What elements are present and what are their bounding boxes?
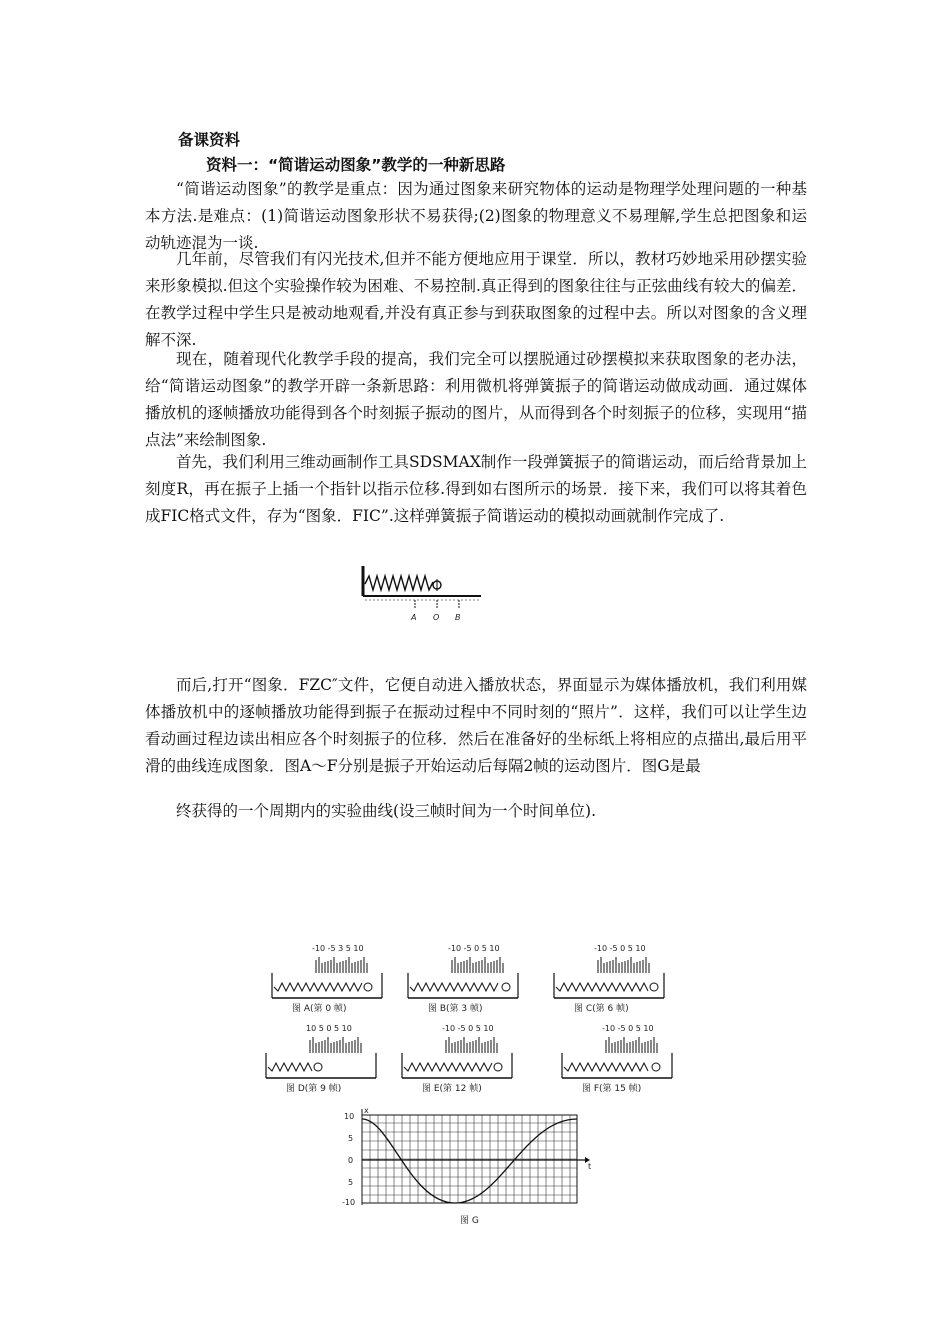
y-tick-label: 0 xyxy=(348,1156,354,1165)
article-title: 资料一：“简谐运动图象”教学的一种新思路 xyxy=(206,156,506,174)
panel-caption: 图 D(第 9 帧) xyxy=(286,1084,342,1094)
frame-panel xyxy=(272,944,382,1014)
paragraph-4: 首先，我们利用三维动画制作工具SDSMAX制作一段弹簧振子的简谐运动，而后给背景加上刻度R，再在振子上插一个指针以指示位移.得到如右图所示的场景．接下来，我们可以将其着色成FIC格式文件，存为“图象．FIC”.这样弹簧振子简谐运动的模拟动画就制作完成了. xyxy=(145,453,807,525)
frame-panel xyxy=(266,1024,376,1094)
paragraph-6: 终获得的一个周期内的实验曲线(设三帧时间为一个时间单位). xyxy=(176,802,597,820)
scale-label: -10 -5 3 5 10 xyxy=(312,944,364,953)
oscillation-frames-figure xyxy=(260,935,690,1105)
panel-caption: 图 A(第 0 帧) xyxy=(292,1004,347,1014)
scale-label: -10 -5 0 5 10 xyxy=(442,1024,494,1033)
paragraph-1: “简谐运动图象”的教学是重点：因为通过图象来研究物体的运动是物理学处理问题的一种基本方法.是难点：(1)简谐运动图象形状不易获得;(2)图象的物理意义不易理解,学生总把图象和运动轨迹混为一谈. xyxy=(145,180,807,252)
y-axis-label: x xyxy=(364,1106,369,1115)
panel-caption: 图 B(第 3 帧) xyxy=(428,1004,483,1014)
frame-panel xyxy=(402,1024,512,1094)
frame-panel xyxy=(554,944,664,1014)
section-heading: 备课资料 xyxy=(178,131,241,149)
scale-label: -10 -5 0 5 10 xyxy=(602,1024,654,1033)
y-tick-label: 5 xyxy=(348,1134,354,1143)
frame-panel xyxy=(408,944,518,1014)
displacement-time-graph xyxy=(340,1105,600,1230)
point-label-o: O xyxy=(433,613,440,622)
y-tick-label: -10 xyxy=(342,1198,356,1207)
point-label-a: A xyxy=(411,613,417,622)
spring-oscillator-figure xyxy=(355,560,485,625)
y-tick-label: 10 xyxy=(344,1112,355,1121)
panel-caption: 图 C(第 6 帧) xyxy=(574,1004,629,1014)
y-tick-label: 5 xyxy=(348,1178,354,1187)
panel-caption: 图 E(第 12 帧) xyxy=(422,1084,482,1094)
panel-caption: 图 F(第 15 帧) xyxy=(582,1084,642,1094)
scale-label: 10 5 0 5 10 xyxy=(306,1024,352,1033)
x-axis-label: t xyxy=(588,1162,592,1171)
scale-label: -10 -5 0 5 10 xyxy=(594,944,646,953)
paragraph-5: 而后,打开“图象．FZC″文件，它便自动进入播放状态，界面显示为媒体播放机，我们利用媒体播放机中的逐帧播放功能得到振子在振动过程中不同时刻的“照片”．这样，我们可以让学生边看动画过程边读出相应各个时刻振子的位移．然后在准备好的坐标纸上将相应的点描出,最后用平滑的曲线连成图象．图A～F分别是振子开始运动后每隔2帧的运动图片．图G是最 xyxy=(145,676,807,775)
paragraph-2: 几年前，尽管我们有闪光技术,但并不能方便地应用于课堂．所以，教材巧妙地采用砂摆实验来形象模拟.但这个实验操作较为困难、不易控制.真正得到的图象往往与正弦曲线有较大的偏差．在教学过程中学生只是被动地观看,并没有真正参与到获取图象的过程中去。所以对图象的含义理解不深. xyxy=(145,250,807,349)
graph-caption: 图 G xyxy=(460,1216,479,1226)
point-label-b: B xyxy=(455,613,461,622)
frame-panel xyxy=(562,1024,672,1094)
paragraph-3: 现在，随着现代化教学手段的提高，我们完全可以摆脱通过砂摆模拟来获取图象的老办法，给“简谐运动图象”的教学开辟一条新思路：利用微机将弹簧振子的简谐运动做成动画．通过媒体播放机的逐帧播放功能得到各个时刻振子振动的图片，从而得到各个时刻振子的位移，实现用“描点法”来绘制图象. xyxy=(145,350,807,449)
scale-label: -10 -5 0 5 10 xyxy=(448,944,500,953)
